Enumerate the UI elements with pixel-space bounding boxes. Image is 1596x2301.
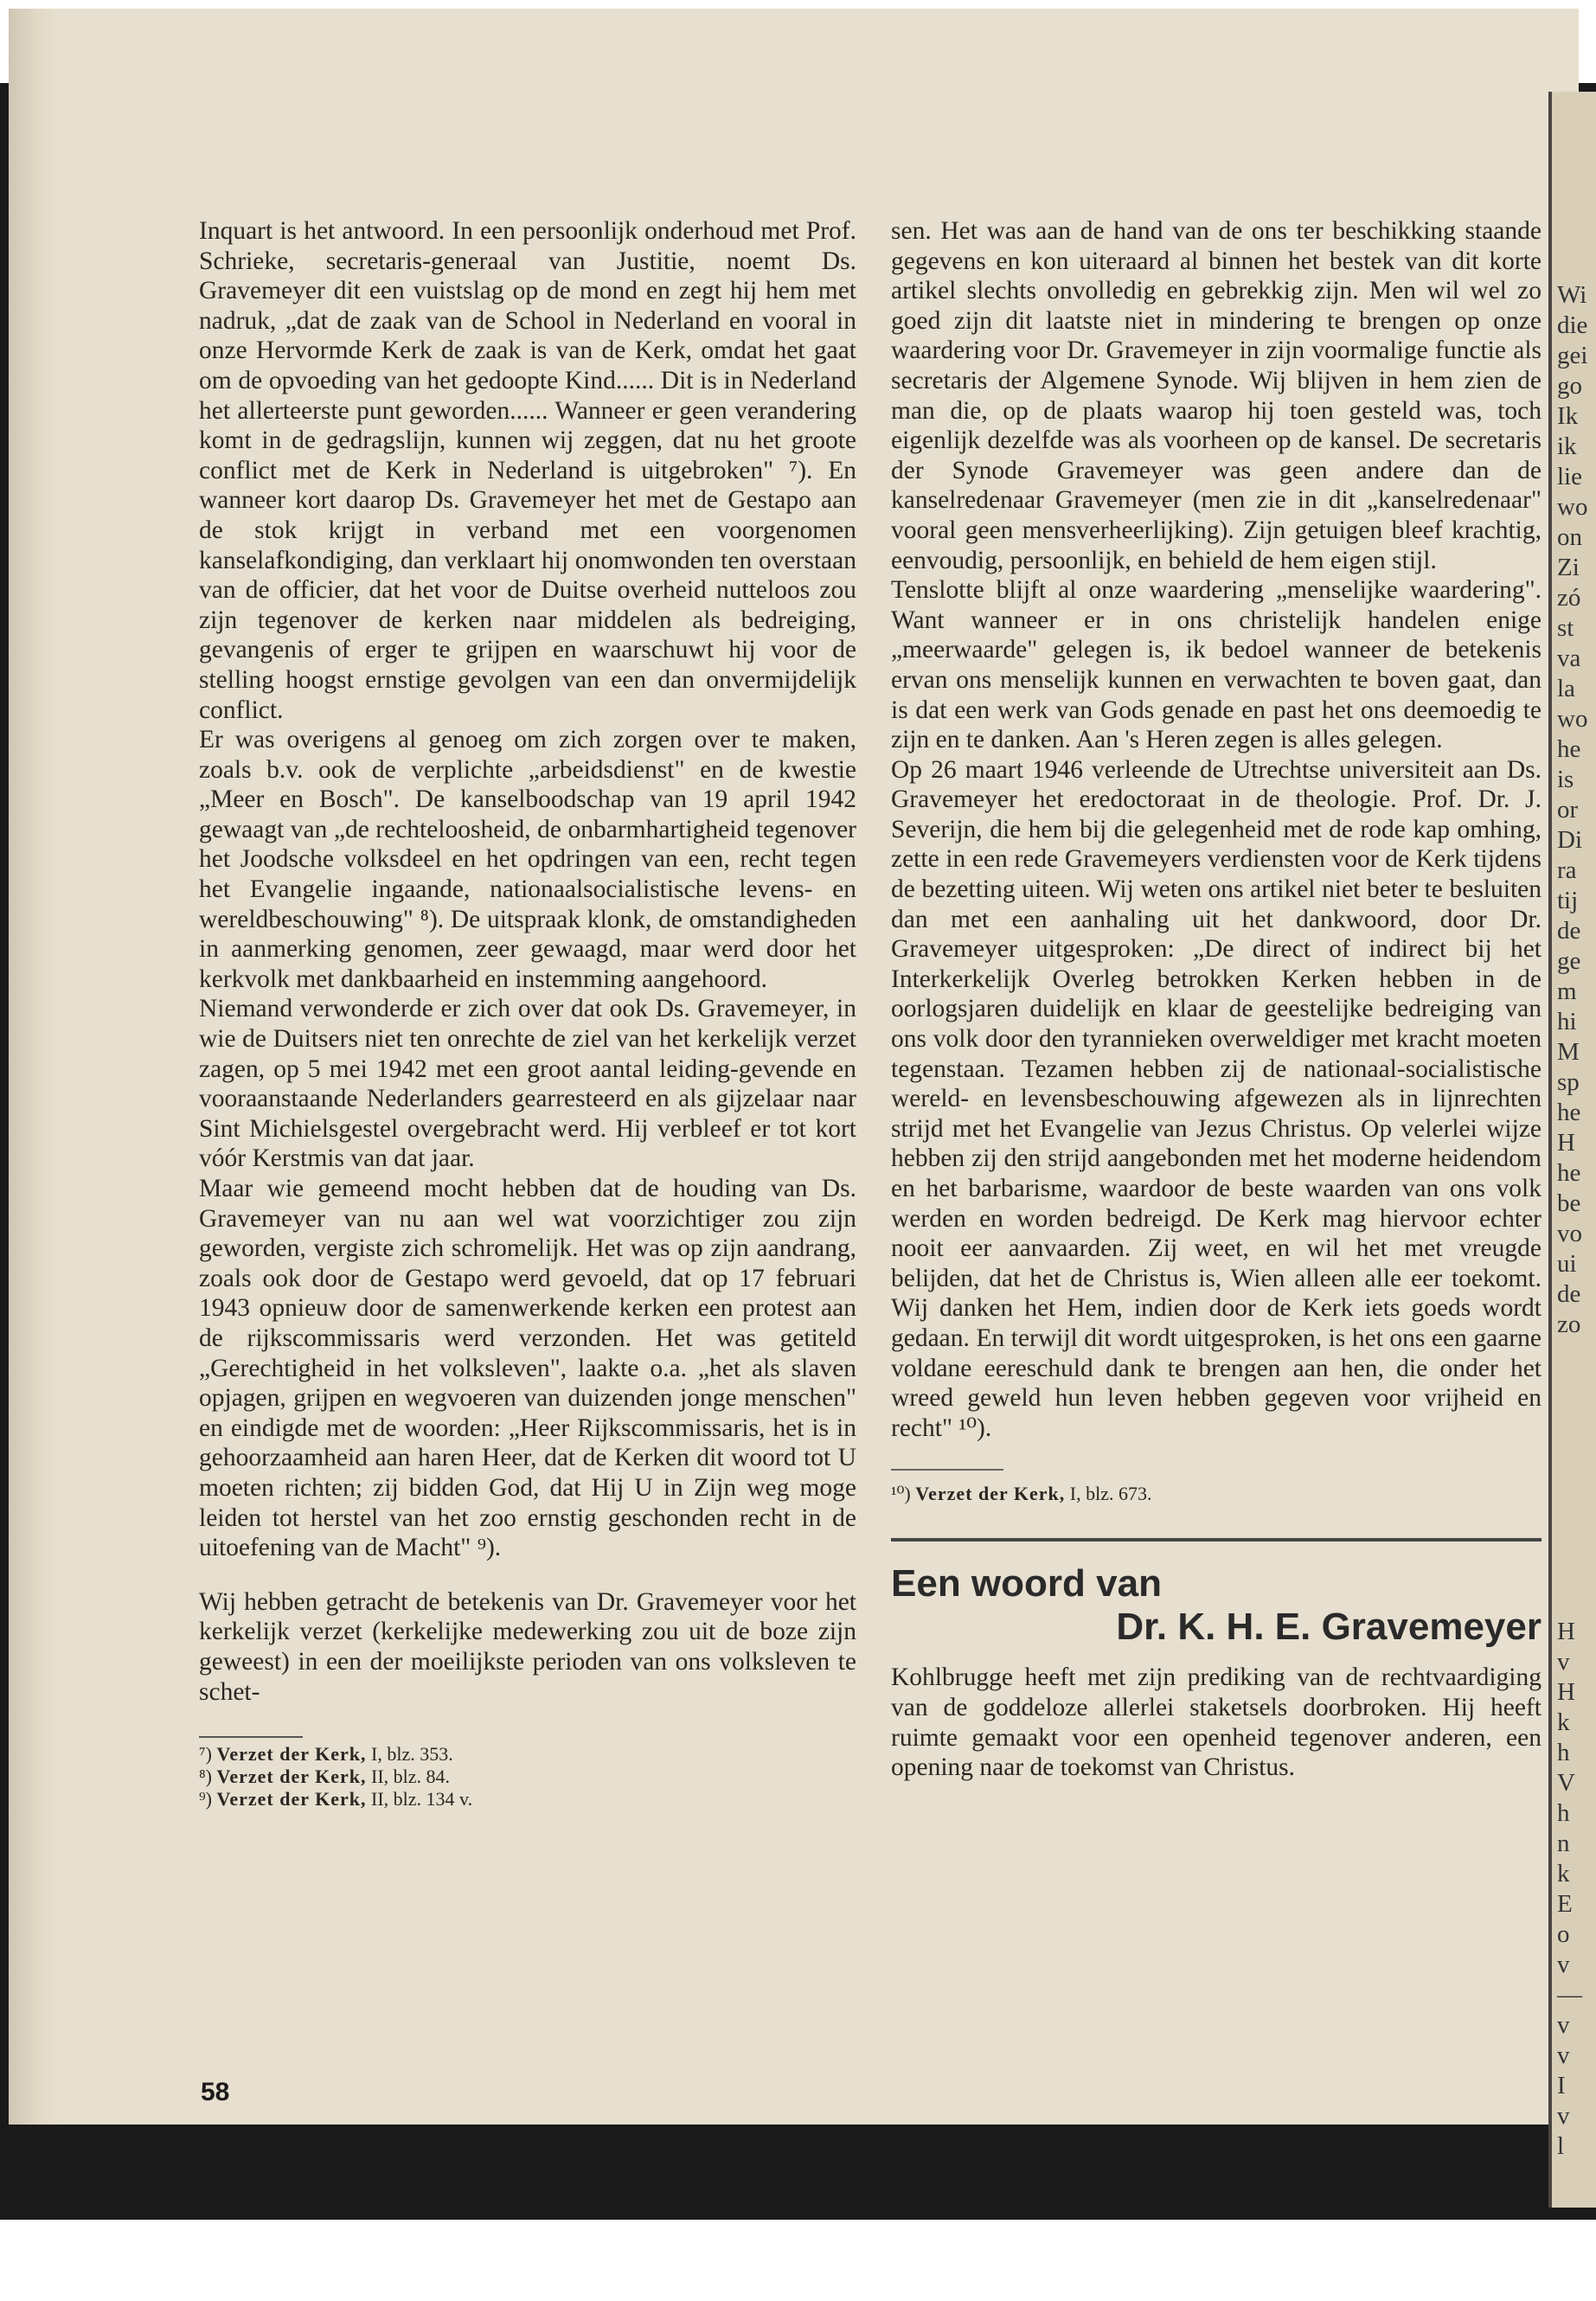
next-page-fragment: st [1557,614,1574,642]
next-page-fragment: ik [1557,433,1577,460]
section-divider [891,1538,1542,1541]
right-column [891,216,1542,1783]
paragraph: Niemand verwonderde er zich over dat ook Ds. Gravemeyer, in wie de Duitsers niet ten onrechte de ziel van het kerkelijk verzet zagen, op 5 mei 1942 met een groot aantal leiding-gevende en vooraanstaande Nederlanders gearresteerd en als gijzelaar naar Sint Michielsgestel overgebracht werd. Hij verbleef er tot kort vóór Kerstmis van dat jaar. [199,995,856,1173]
next-page-fragment: h [1557,1739,1570,1766]
paragraph: Er was overigens al genoeg om zich zorgen over te maken, zoals b.v. ook de verplichte „arbeidsdienst" en de kwestie „Meer en Bosch". De kanselboodschap van 19 april 1942 gewaagt van „de rechteloosheid, de onbarmhartigheid tegenover het Joodsche volksdeel en het opdringen van een, recht tegen het Evangelie ingaande, nationaalsocialistische levens- en wereldbeschouwing" ⁸). De uitspraak klonk, de omstandigheden in aanmerking genomen, zeer gewaagd, maar werd door het kerkvolk met dankbaarheid en instemming aangehoord. [199,726,856,993]
section-heading-line2: Dr. K. H. E. Gravemeyer [1116,1606,1542,1649]
page-number: 58 [201,2078,230,2106]
next-page-fragment: k [1557,1708,1570,1736]
next-page-fragment: — [1557,1981,1582,2009]
footnote-10: ¹⁰) Verzet der Kerk, I, blz. 673. [891,1483,1152,1505]
next-page-fragment: k [1557,1860,1570,1888]
paragraph: Maar wie gemeend mocht hebben dat de houding van Ds. Gravemeyer van nu aan wel wat voorzichtiger zou zijn geworden, vergiste zich schromelijk. Het was op zijn aandrang, zoals ook door de Gestapo werd gevoeld, dat op 17 februari 1943 opnieuw door de samenwerkende kerken een protest aan de rijkscommissaris werd verzonden. Het was getiteld „Gerechtigheid in het volksleven", laakte o.a. „het als slaven opjagen, grijpen en wegvoeren van duizenden jonge menschen" en eindigde met de woorden: „Heer Rijkscommissaris, het is in gehoorzaamheid aan haren Heer, dat de Kerken dit woord tot U moeten richten; zij bidden God, dat Hij U in Zijn weg moge leiden tot herstel van het zoo ernstig geschonden recht in de uitoefening van de Macht" ⁹). [199,1175,856,1562]
next-page-fragment: be [1557,1189,1581,1217]
next-page-fragment: he [1557,735,1581,763]
paragraph: Tenslotte blijft al onze waardering „menselijke waardering". Want wanneer er in ons christelijk handelen enige „meerwaarde" gelegen is, ik bedoel wanneer de betekenis ervan ons menselijk kunnen en verwachten te boven gaat, dan is dat een werk van Gods genade en past het ons deemoedig te zijn en te danken. Aan 's Heren zegen is alles gelegen. [891,576,1542,754]
next-page-fragment: wo [1557,493,1588,521]
footnote-rule [199,1736,303,1738]
next-page-fragment: m [1557,977,1577,1005]
paragraph: Op 26 maart 1946 verleende de Utrechtse universiteit aan Ds. Gravemeyer het eredoctoraat in de theologie. Prof. Dr. J. Severijn, die hem bij die gelegenheid met de rode kap omhing, zette in een rede Gravemeyers verdiensten voor de Kerk tijdens de bezetting uiteen. Wij weten ons artikel niet beter te besluiten dan met een aanhaling uit het dankwoord, door Dr. Gravemeyer uitgesproken: „De direct of indirect bij het Interkerkelijk Overleg betrokken Kerken hebben in de oorlogsjaren duidelijk en klaar de geestelijke bedreiging van ons volk door den tyrannieken overweldiger met kracht moeten tegenstaan. Tezamen hebben zij de nationaal-socialistische wereld- en levensbeschouwing afgewezen als in lijnrechten strijd met het Evangelie van Jezus Christus. Op velerlei wijze hebben zij den strijd aangebonden met het moderne heidendom en het barbarisme, waardoor de beste waarden van ons volk werden en worden bedreigd. De Kerk mag hiervoor echter nooit eer aanvaarden. Zij weet, en wil het met vreugde belijden, dat het de Christus is, Wien alleen alle eer toekomt. Wij danken het Hem, indien door de Kerk iets goeds wordt gedaan. En terwijl dit wordt uitgesproken, is het ons een gaarne voldane eereschuld dank te brengen aan hen, die onder het wreed geweld hun leven hebben gegeven voor vrijheid en recht" ¹⁰). [891,755,1542,1442]
section-text: Kohlbrugge heeft met zijn prediking van de rechtvaardiging van de goddeloze allerlei staketsels doorbroken. Hij heeft ruimte gemaakt voor een openheid tegenover anderen, een opening naar de toekomst van Christus. [891,1663,1542,1782]
next-page-edge [1548,92,1596,2208]
next-page-fragment: die [1557,311,1588,339]
next-page-fragment: Wi [1557,281,1587,309]
next-page-fragment: ui [1557,1250,1577,1278]
next-page-fragment: is [1557,766,1574,793]
next-page-fragment: zó [1557,584,1581,612]
next-page-fragment: v [1557,2102,1570,2130]
next-page-fragment: ra [1557,856,1577,884]
next-page-fragments-lower [1552,1617,1596,2162]
footnote-rule [891,1469,1003,1471]
next-page-fragment: tij [1557,887,1579,914]
next-page-fragment: Di [1557,826,1582,854]
next-page-fragment: vo [1557,1220,1582,1247]
left-column [199,216,856,1811]
paragraph: sen. Het was aan de hand van de ons ter beschikking staande gegevens en kon uiteraard al binnen het bestek van dit korte artikel slechts onvolledig en gebrekkig zijn. Men wil wel zo goed zijn dit laatste niet in mindering te brengen op onze waardering voor Dr. Gravemeyer in zijn voormalige functie als secretaris der Algemene Synode. Wij blijven in hem zien de man die, op de plaats waarop hij toen gesteld was, toch eigenlijk dezelfde was als voorheen op de kansel. De secretaris der Synode Gravemeyer was geen andere dan de kanselredenaar Gravemeyer (men zie in dit „kanselredenaar" vooral geen mensverheerlijking). Zijn getuigen bleef krachtig, eenvoudig, persoonlijk, en behield de hem eigen stijl. [891,217,1542,574]
footnote-8: ⁸) Verzet der Kerk, II, blz. 84. [199,1766,451,1788]
next-page-fragment: h [1557,1799,1570,1827]
next-page-fragment: de [1557,1280,1581,1308]
next-page-fragment: he [1557,1159,1581,1187]
next-page-fragment: la [1557,675,1575,702]
next-page-fragment: zo [1557,1311,1581,1338]
page-binding [9,9,59,2125]
next-page-fragment: he [1557,1099,1581,1126]
next-page-fragment: v [1557,2041,1570,2069]
next-page-fragment: V [1557,1769,1575,1797]
next-page-fragment: v [1557,2011,1570,2039]
next-page-fragment: lie [1557,463,1582,490]
section-heading-line1: Een woord van [891,1562,1162,1606]
next-page-fragment: hi [1557,1008,1577,1035]
next-page-fragment: go [1557,372,1582,400]
footnote-7: ⁷) Verzet der Kerk, I, blz. 353. [199,1743,453,1766]
paragraph: Inquart is het antwoord. In een persoonlijk onderhoud met Prof. Schrieke, secretaris-generaal van Justitie, noemt Ds. Gravemeyer dit een vuistslag op de mond en zegt hij hem met nadruk, „dat de zaak van de School in Nederland en vooral in onze Hervormde Kerk de zaak is van de Kerk, omdat het gaat om de opvoeding van het gedoopte Kind...... Dit is in Nederland het allerteerste punt geworden...... Wanneer er geen verandering komt in de gedragslijn, kunnen wij zeggen, dat nu het groote conflict met de Kerk in Nederland is uitgebroken" ⁷). En wanneer kort daarop Ds. Gravemeyer het met de Gestapo aan de stok krijgt in verband met een voorgenomen kanselafkondiging, dan verklaart hij onomwonden ten overstaan van de officier, dat het voor de Duitse overheid nutteloos zou zijn tegenover de kerken naar middelen als bedreiging, gevangenis of erger te grijpen en waarschuwt hij voor de stelling hoogst ernstige gevolgen van een dan onvermijdelijk conflict. [199,217,856,724]
next-page-fragment: n [1557,1830,1570,1857]
next-page-fragment: v [1557,1951,1570,1978]
next-page-fragment: va [1557,644,1581,672]
next-page-fragment: M [1557,1038,1580,1066]
next-page-fragment: ge [1557,947,1581,975]
next-page-fragment: gei [1557,342,1588,369]
next-page-fragment: wo [1557,705,1588,733]
next-page-fragment: H [1557,1618,1575,1645]
next-page-fragment: o [1557,1920,1570,1948]
next-page-fragment: on [1557,523,1582,551]
next-page-fragment: v [1557,1648,1570,1676]
next-page-fragment: sp [1557,1068,1580,1096]
next-page-fragment: E [1557,1890,1573,1918]
next-page-fragment: Ik [1557,402,1579,430]
footnote-9: ⁹) Verzet der Kerk, II, blz. 134 v. [199,1788,473,1811]
next-page-fragment: H [1557,1678,1575,1706]
next-page-fragment: l [1557,2132,1565,2160]
paragraph: Wij hebben getracht de betekenis van Dr. Gravemeyer voor het kerkelijk verzet (kerkelijke medewerking zou uit de boze zijn geweest) in een der moeilijkste perioden van ons volksleven te schet- [199,1587,856,1706]
next-page-fragment: H [1557,1129,1575,1157]
next-page-fragments [1552,280,1596,1340]
next-page-fragment: de [1557,917,1581,945]
next-page-fragment: or [1557,796,1579,824]
next-page-fragment: Zi [1557,554,1580,581]
next-page-fragment: I [1557,2072,1566,2099]
